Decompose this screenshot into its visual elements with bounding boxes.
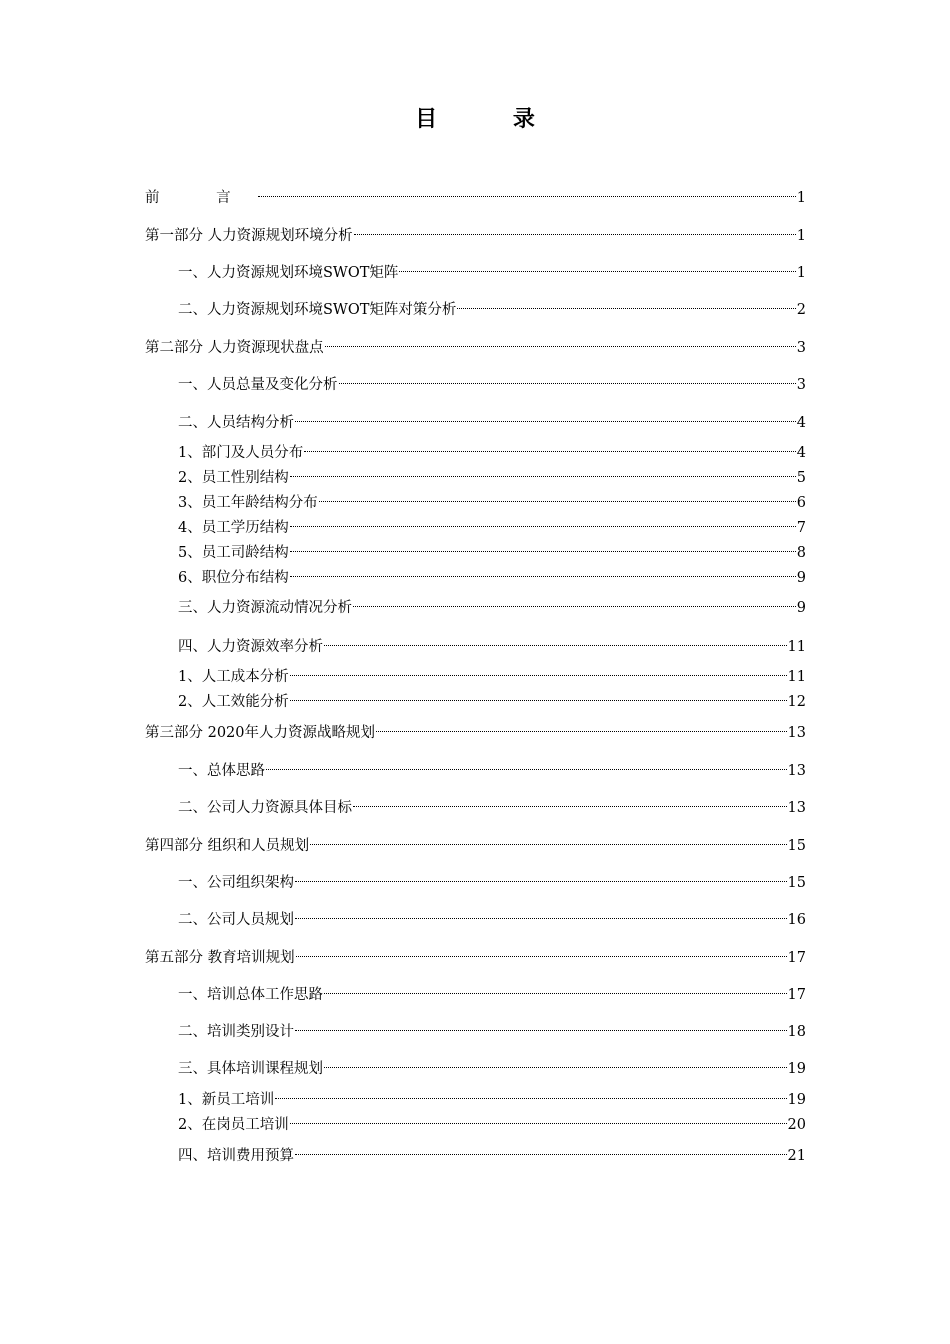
toc-dot-leader — [354, 220, 796, 240]
toc-entry-title: 前 言 — [145, 190, 257, 206]
toc-page-number: 17 — [787, 950, 806, 966]
toc-page-number: 15 — [787, 875, 806, 891]
toc-entry[interactable] — [178, 257, 806, 281]
toc-entry[interactable] — [145, 717, 806, 741]
toc-entry[interactable] — [178, 1053, 806, 1077]
toc-entry-title: 第五部分 教育培训规划 — [145, 950, 295, 966]
toc-page-number: 16 — [787, 912, 806, 928]
toc-entry-title: 2、在岗员工培训 — [178, 1117, 289, 1133]
toc-entry[interactable] — [178, 294, 806, 318]
toc-page-number: 11 — [787, 669, 806, 685]
toc-dot-leader — [290, 462, 796, 482]
toc-page-number: 11 — [787, 639, 806, 655]
toc-entry[interactable] — [178, 686, 806, 710]
toc-entry-title: 一、总体思路 — [178, 763, 265, 779]
toc-entry-title: 二、公司人员规划 — [178, 912, 294, 928]
toc-entry-title: 5、员工司龄结构 — [178, 545, 289, 561]
toc-dot-leader — [457, 294, 795, 314]
toc-page-number: 9 — [796, 600, 806, 616]
toc-page-number: 1 — [796, 265, 806, 281]
toc-page-number: 18 — [787, 1024, 806, 1040]
toc-entry-title: 四、培训费用预算 — [178, 1148, 294, 1164]
toc-entry[interactable] — [145, 220, 806, 244]
toc-page-number: 4 — [796, 445, 806, 461]
toc-entry-title: 2、人工效能分析 — [178, 694, 289, 710]
toc-entry-title: 二、培训类别设计 — [178, 1024, 294, 1040]
toc-dot-leader — [290, 512, 796, 532]
toc-entry-title: 1、新员工培训 — [178, 1092, 275, 1108]
toc-entry[interactable] — [178, 792, 806, 816]
toc-entry[interactable] — [178, 562, 806, 586]
toc-entry[interactable] — [145, 182, 806, 206]
toc-entry[interactable] — [178, 1016, 806, 1040]
toc-page-number: 20 — [787, 1117, 806, 1133]
toc-entry-title: 三、具体培训课程规划 — [178, 1061, 323, 1077]
toc-page-number: 7 — [796, 520, 806, 536]
toc-entry-title: 第二部分 人力资源现状盘点 — [145, 340, 324, 356]
toc-entry-title: 第四部分 组织和人员规划 — [145, 838, 310, 854]
toc-entry[interactable] — [178, 369, 806, 393]
toc-entry-title: 三、人力资源流动情况分析 — [178, 600, 352, 616]
toc-entry-title: 1、部门及人员分布 — [178, 445, 304, 461]
toc-dot-leader — [353, 792, 787, 812]
toc-entry-title: 第一部分 人力资源规划环境分析 — [145, 228, 353, 244]
toc-entry[interactable] — [178, 1109, 806, 1133]
toc-entry-title: 二、人员结构分析 — [178, 415, 294, 431]
toc-entry[interactable] — [178, 631, 806, 655]
toc-entry[interactable] — [145, 942, 806, 966]
toc-entry-title: 6、职位分布结构 — [178, 570, 289, 586]
toc-page-number: 13 — [787, 763, 806, 779]
toc-entry-title: 3、员工年龄结构分布 — [178, 495, 318, 511]
toc-dot-leader — [275, 1084, 786, 1104]
toc-entry[interactable] — [178, 537, 806, 561]
toc-entry[interactable] — [145, 830, 806, 854]
toc-dot-leader — [290, 562, 796, 582]
toc-entry-title: 一、人员总量及变化分析 — [178, 377, 338, 393]
toc-entry[interactable] — [178, 1140, 806, 1164]
toc-dot-leader — [295, 904, 787, 924]
toc-dot-leader — [295, 1016, 787, 1036]
toc-dot-leader — [324, 979, 787, 999]
toc-entry[interactable] — [145, 332, 806, 356]
toc-entry[interactable] — [178, 1084, 806, 1108]
toc-dot-leader — [296, 942, 787, 962]
toc-dot-leader — [325, 332, 796, 352]
toc-page-number: 15 — [787, 838, 806, 854]
toc-page-number: 1 — [796, 228, 806, 244]
toc-entry-title: 1、人工成本分析 — [178, 669, 289, 685]
toc-page-number: 13 — [787, 800, 806, 816]
toc-entry-title: 第三部分 2020年人力资源战略规划 — [145, 725, 376, 741]
toc-entry[interactable] — [178, 512, 806, 536]
toc-dot-leader — [290, 1109, 787, 1129]
toc-entry[interactable] — [178, 462, 806, 486]
toc-page-number: 3 — [796, 377, 806, 393]
toc-dot-leader — [399, 257, 795, 277]
toc-page-number: 8 — [796, 545, 806, 561]
toc-entry[interactable] — [178, 755, 806, 779]
toc-entry[interactable] — [178, 407, 806, 431]
toc-page-number: 2 — [796, 302, 806, 318]
toc-dot-leader — [290, 686, 787, 706]
toc-entry[interactable] — [178, 592, 806, 616]
toc-entry-title: 4、员工学历结构 — [178, 520, 289, 536]
toc-entry-title: 一、人力资源规划环境SWOT矩阵 — [178, 265, 399, 281]
toc-page-number: 19 — [787, 1061, 806, 1077]
toc-dot-leader — [295, 1140, 787, 1160]
toc-entry-title: 二、公司人力资源具体目标 — [178, 800, 352, 816]
toc-dot-leader — [295, 407, 796, 427]
toc-page-number: 17 — [787, 987, 806, 1003]
toc-entry[interactable] — [178, 979, 806, 1003]
toc-dot-leader — [324, 631, 787, 651]
toc-page-number: 19 — [787, 1092, 806, 1108]
toc-dot-leader — [310, 830, 786, 850]
page-title: 目 录 — [415, 106, 569, 132]
toc-dot-leader — [353, 592, 796, 612]
toc-dot-leader — [339, 369, 796, 389]
toc-entry[interactable] — [178, 487, 806, 511]
toc-dot-leader — [258, 182, 796, 202]
toc-dot-leader — [290, 661, 787, 681]
toc-dot-leader — [324, 1053, 787, 1073]
toc-page-number: 4 — [796, 415, 806, 431]
toc-page-number: 13 — [787, 725, 806, 741]
toc-page-number: 9 — [796, 570, 806, 586]
toc-dot-leader — [266, 755, 787, 775]
toc-entry-title: 一、公司组织架构 — [178, 875, 294, 891]
toc-entry-title: 二、人力资源规划环境SWOT矩阵对策分析 — [178, 302, 457, 318]
toc-page-number: 1 — [796, 190, 806, 206]
toc-entry-title: 四、人力资源效率分析 — [178, 639, 323, 655]
toc-page-number: 3 — [796, 340, 806, 356]
toc-page-number: 6 — [796, 495, 806, 511]
toc-entry-title: 一、培训总体工作思路 — [178, 987, 323, 1003]
toc-entry[interactable] — [178, 867, 806, 891]
toc-entry-title: 2、员工性别结构 — [178, 470, 289, 486]
toc-dot-leader — [376, 717, 787, 737]
toc-dot-leader — [304, 437, 796, 457]
toc-page-number: 5 — [796, 470, 806, 486]
toc-dot-leader — [290, 537, 796, 557]
toc-page-number: 21 — [787, 1148, 806, 1164]
toc-entry[interactable] — [178, 904, 806, 928]
toc-dot-leader — [319, 487, 796, 507]
toc-entry[interactable] — [178, 661, 806, 685]
toc-entry[interactable] — [178, 437, 806, 461]
toc-dot-leader — [295, 867, 787, 887]
toc-page-number: 12 — [787, 694, 806, 710]
